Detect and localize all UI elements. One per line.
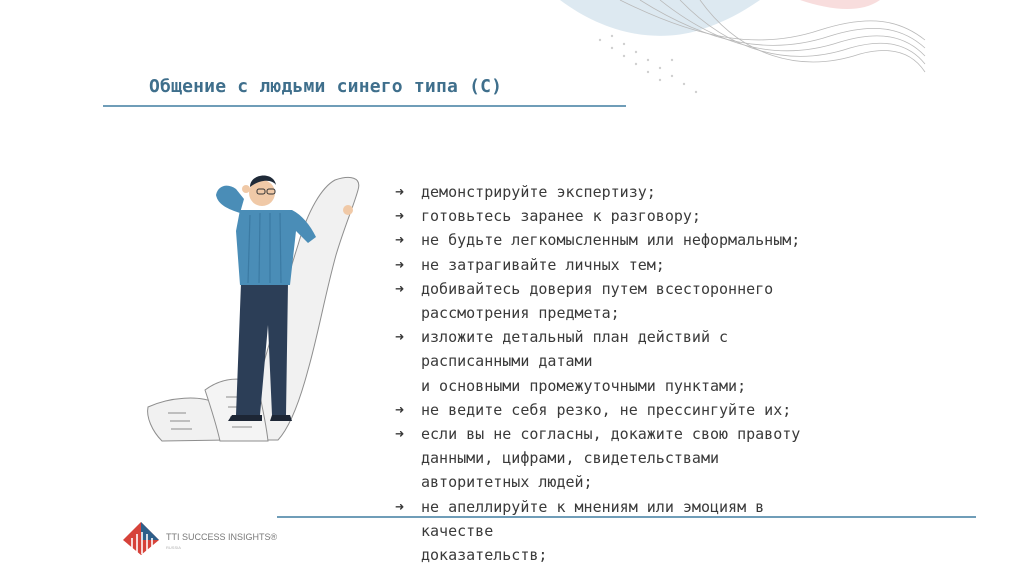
list-item (395, 398, 875, 422)
footer-divider (277, 516, 976, 518)
logo-text: TTI SUCCESS INSIGHTS® (166, 532, 278, 542)
bullet-text: демонстрируйте экспертизу; (421, 183, 656, 201)
bullet-text: доказательств; (421, 546, 548, 565)
bullet-text: данными, цифрами, свидетельствами (421, 449, 720, 468)
list-item (395, 325, 875, 398)
slide-title: Общение с людьми синего типа (С) (149, 76, 503, 97)
arrow-right-icon: ➜ (395, 207, 405, 226)
list-item (395, 253, 875, 277)
bullet-text: расписанными датами (421, 352, 593, 371)
list-item (395, 277, 875, 325)
list-item (395, 422, 875, 495)
bullet-text: изложите детальный план действий с (421, 328, 729, 347)
arrow-right-icon: ➜ (395, 400, 405, 419)
bullet-text: готовьтесь заранее к разговору; (421, 207, 701, 226)
bullet-text: добивайтесь доверия путем всестороннего (421, 279, 774, 298)
wave-decoration (0, 0, 1024, 120)
list-item (395, 495, 875, 568)
list-item (395, 180, 875, 204)
bullet-text: не ведите себя резко, не прессингуйте их; (421, 400, 792, 419)
arrow-right-icon: ➜ (395, 231, 405, 250)
bullet-text: если вы не согласны, докажите свою правоту (421, 425, 801, 444)
bullet-text: качестве (421, 521, 494, 540)
arrow-right-icon: ➜ (395, 497, 405, 516)
bullet-text: не апеллируйте к мнениям или эмоциям в (421, 497, 765, 516)
arrow-right-icon: ➜ (395, 255, 405, 274)
list-item (395, 204, 875, 228)
bullet-list (395, 180, 875, 567)
bullet-text: рассмотрения предмета; (421, 304, 620, 323)
title-underline (103, 105, 626, 107)
bullet-text: авторитетных людей; (421, 473, 593, 492)
bullet-text: не будьте легкомысленным или неформальным; (421, 231, 801, 250)
man-with-scroll-illustration (140, 165, 370, 450)
bullet-text: и основными промежуточными пунктами; (421, 376, 747, 395)
logo-subtext: RUSSIA (166, 545, 181, 550)
arrow-right-icon: ➜ (395, 425, 405, 444)
company-logo (123, 520, 283, 556)
arrow-right-icon: ➜ (395, 183, 405, 201)
bullet-text: не затрагивайте личных тем; (421, 255, 665, 274)
arrow-right-icon: ➜ (395, 328, 405, 347)
list-item (395, 228, 875, 252)
logo-mark-icon (123, 520, 163, 556)
arrow-right-icon: ➜ (395, 279, 405, 298)
